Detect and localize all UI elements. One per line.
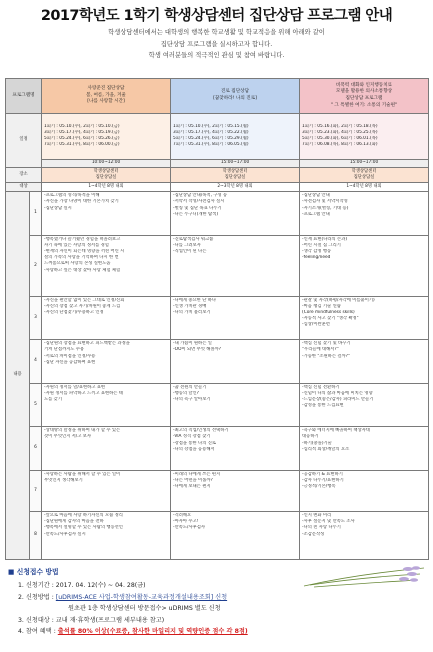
label-program: 프로그램명: [6, 79, 42, 114]
program-name-2: 진로 집단상담 [꿈찾하라! 나의 진로]: [171, 79, 300, 114]
apply-benefit-highlight: 출석률 80% 이상(수료증, 참사한 마일리지 및 역량인증 점수 각 8점): [57, 628, 248, 635]
session-number: 3: [30, 296, 42, 340]
session-content: -내 가슴이 원하는 일 -OO이 되면 무엇 해볼까?: [171, 340, 300, 384]
place-1: 학생상담센터 집단상담실: [42, 168, 171, 183]
application-section: [8, 566, 428, 638]
session-number: 7: [30, 470, 42, 511]
session-number: 5: [30, 383, 42, 427]
session-content: -집단원의 장점을 표현하고 피드백받는 과정을 거쳐 단점까지도 수용 -서로의 차이점을 인정/수용 -집단 자신을 공감하며 표현: [42, 340, 171, 384]
apply-method-link[interactable]: [uDRIMS-ACE 사업-학생참여활동-교육과정개설내용조회] 신청: [55, 593, 228, 601]
session-content: -집단상담 안내/목적, 구성 등 -서약서 작성/사전검사 실시 -별칭 및 집단 목표 나누기 -나는 누구니(개한 탐색): [171, 192, 300, 236]
session-content: -자신을 편안할 없이 있는 그대로 인정/신뢰 -자신의 장점 찾고 자기/차원이 좋게 느낌 -자신의 단점찾기/수용하고 인정: [42, 296, 171, 340]
schedule-1: 1회기 : 05.10.(수), 2회기 : 05.10.(금) 3회기 : 05.17.(수), 4회기 : 05.19.(금) 5회기 : 05.24.(수), 6회기 : 05.26.(금) 7회기 : 05.31.(수), 8회기 : 06.00.(금): [42, 113, 171, 159]
session-number: 8: [30, 512, 42, 560]
session-content: -격려해요 -아자아 수고! -만족도/사후검사: [171, 512, 300, 560]
label-target: 대상: [6, 183, 42, 192]
apply-benefit: 4. 참여 혜택 : 출석률 80% 이상(수료증, 참사한 마일리지 및 역량인증 점수 각 8점): [18, 628, 248, 635]
session-content: -인지 변화 미리 -사후 설문지 및 만족도 조사 -나의 친 사랑 나누기 -소감문작성: [300, 512, 429, 560]
page-title: 2017학년도 1학기 학생상담센터 집단상담 프로그램 안내: [40, 8, 393, 24]
time-1: 10:00~12:00: [42, 159, 171, 168]
intro-line: 집단상담 프로그램을 실시하고자 합니다.: [160, 40, 273, 48]
session-content: -미래의 나에게 쓰는 편지 -나는 어떤을 이룰까? -나에게 보내는 편지: [171, 470, 300, 511]
session-content: -꿈 전원의 만들기 -행동의 달인? -나의 욕구 알아보기: [171, 383, 300, 427]
intro-text: [40, 27, 393, 62]
schedule-3: 1회기 : 05.16.(화), 2회기 : 05.18.(목) 3회기 : 05.23.(화), 4회기 : 05.25.(목) 5회기 : 05.30.(화), 6회기 : 06.01.(목) 7회기 : 06.08.(목), 8회기 : 06.13.(화): [300, 113, 429, 159]
session-content: -최고의 직업/인생의 선택하기 -VIA 성격 강점 찾기 -강점을 통한 나의 진로 -나의 강점을 응용해서: [171, 427, 300, 471]
session-content: -관찰 및 자각(하평/자각에 이름붙이기) -마음 챙김 기술 연습 (Core mindfulness skills) -자동적 사고 찾기 "생각 확정" -심상/이완훈련: [300, 296, 429, 340]
place-2: 학생상담센터 집단상담실: [171, 168, 300, 183]
time-3: 15:00~17:00: [300, 159, 429, 168]
session-number: 6: [30, 427, 42, 471]
apply-period: 1. 신청기간 : 2017. 04. 12(수) ~ 04. 28(금): [18, 582, 146, 589]
session-content: -앞으로 마음에 사랑 하기자신의 모습 정리 -집단원에게 감사의 마음을 전하 -행복에서 설명할 수 있는 사람의 행동선언 -만족도/사후검사 실시: [42, 512, 171, 560]
schedule-2: 1회기 : 05.10.(수), 2회기 : 05.15.(월) 3회기 : 05.17.(수), 4회기 : 05.22.(월) 5회기 : 05.24.(수), 6회기 : 05.29.(월) 7회기 : 05.31.(수), 8회기 : 06.05.(월): [171, 113, 300, 159]
program-table: [5, 78, 429, 560]
apply-method: 2. 신청방법 : [uDRIMS-ACE 사업-학생참여활동-교육과정개설내용조회] 신청: [18, 593, 228, 601]
session-content: -행복했거나 즐거웠던 경험을 떠올려보고 자기 속에 있는 사랑의 정서를 경험 -현재의 자신이 되는데 영향을 끼친 어린 시 절의 가족의 사랑을 기억하며 다시 한 번 느껴봄으로써 사랑의 본성 실현도움 -사랑하고 싶은 대상 찾아 사랑 체험 체험: [42, 235, 171, 296]
session-content: -공감하기 & 표현하기 -감사 나누기/표현하기 -긍정적/기본/행복: [300, 470, 429, 511]
target-1: 1~4학년 8명 내외: [42, 183, 171, 192]
place-3: 학생상담센터 집단상담실: [300, 168, 429, 183]
application-heading: ■ 신청접수 방법: [8, 568, 59, 576]
session-number: 2: [30, 235, 42, 296]
apply-method-sub: 원초관 1층 학생상담센터 방문접수> uDRIMS 별도 신청: [68, 605, 221, 612]
program-name-1: 사랑준진 집단상담 봄, 여름, 가을, 겨울 [나를 사랑할 시간]: [42, 79, 171, 114]
intro-line: 학생상담센터에서는 대학생의 행복한 학교생활 및 학교적응을 위해 아래와 같이: [108, 29, 325, 36]
session-content: -욕구와 에너지에 빠졸하여 책상자대 대응하기 -하기(충돌)기술 -심리적 외상/깨달의 요소: [300, 427, 429, 471]
session-content: -사랑하는 사람을 위해서 할 수 있는 일이 무엇인지 생각해보기: [42, 470, 171, 511]
session-content: -프로그램의 성격/목적을 이해 -자신을 가장 다양이 대한 기본가치 갖기 -집단상담 실시: [42, 192, 171, 236]
apply-target: 3. 신청대상 : 교내 재·휴학생(프로그램 세부내용 참고): [18, 616, 165, 624]
time-2: 15:00~17:00: [171, 159, 300, 168]
session-content: -진로탐색검사 워크숍 -나를 그려보자 -직업인이 된 나는: [171, 235, 300, 296]
session-content: -나에게 중요한 단 하나 -인생 가치관 경매 -나의 가치 불러보기: [171, 296, 300, 340]
label-content: 내용: [6, 192, 30, 560]
session-number: 1: [30, 192, 42, 236]
session-content: -핵심 신념 찾기 및 바꾸기 "우리들에 대해서?" -가능한 "소원하는 걸까?": [300, 340, 429, 384]
session-content: -핵심 신념 전환하기 -신념이 나의 삶과 마음에 미치는 영향 -느낌문장(좋은/감사) 피라미드 만들기 -감성을 통한 느낌표현: [300, 383, 429, 427]
session-number: 4: [30, 340, 42, 384]
session-content: -상대방의 말정을 위하여 내가 할 수 있는 것이 무엇인지 저/고 보자: [42, 427, 171, 471]
session-content: -집단상담 안내 -사전검사 및 서약서작성 -자기소개(별칭, 기대 등) -프로그램 안내: [300, 192, 429, 236]
label-place: 장소: [6, 168, 42, 183]
target-2: 2~3학년 8명 내외: [171, 183, 300, 192]
session-content: -자원의 정서를 말/표현하고 표현 -자원 정서를 파악하고 느끼고 표현하는 태 도를 갖기: [42, 383, 171, 427]
program-name-3: 비폭력 대화와 인지행동치료 모델을 활용한 의사소통향상 집단상담 프로그램 " 그 특별한 여기: 소통의 기술편": [300, 79, 429, 114]
intro-line: 학생 여러분들의 적극적인 관심 및 참여 바랍니다.: [148, 52, 285, 59]
session-content: -인재 표현(나라의 손과) -어린 시절 집 그리기 -생각 감정 행동 -feeling/need: [300, 235, 429, 296]
target-3: 1~4학년 8명 내외: [300, 183, 429, 192]
label-schedule: 일정: [6, 113, 42, 167]
